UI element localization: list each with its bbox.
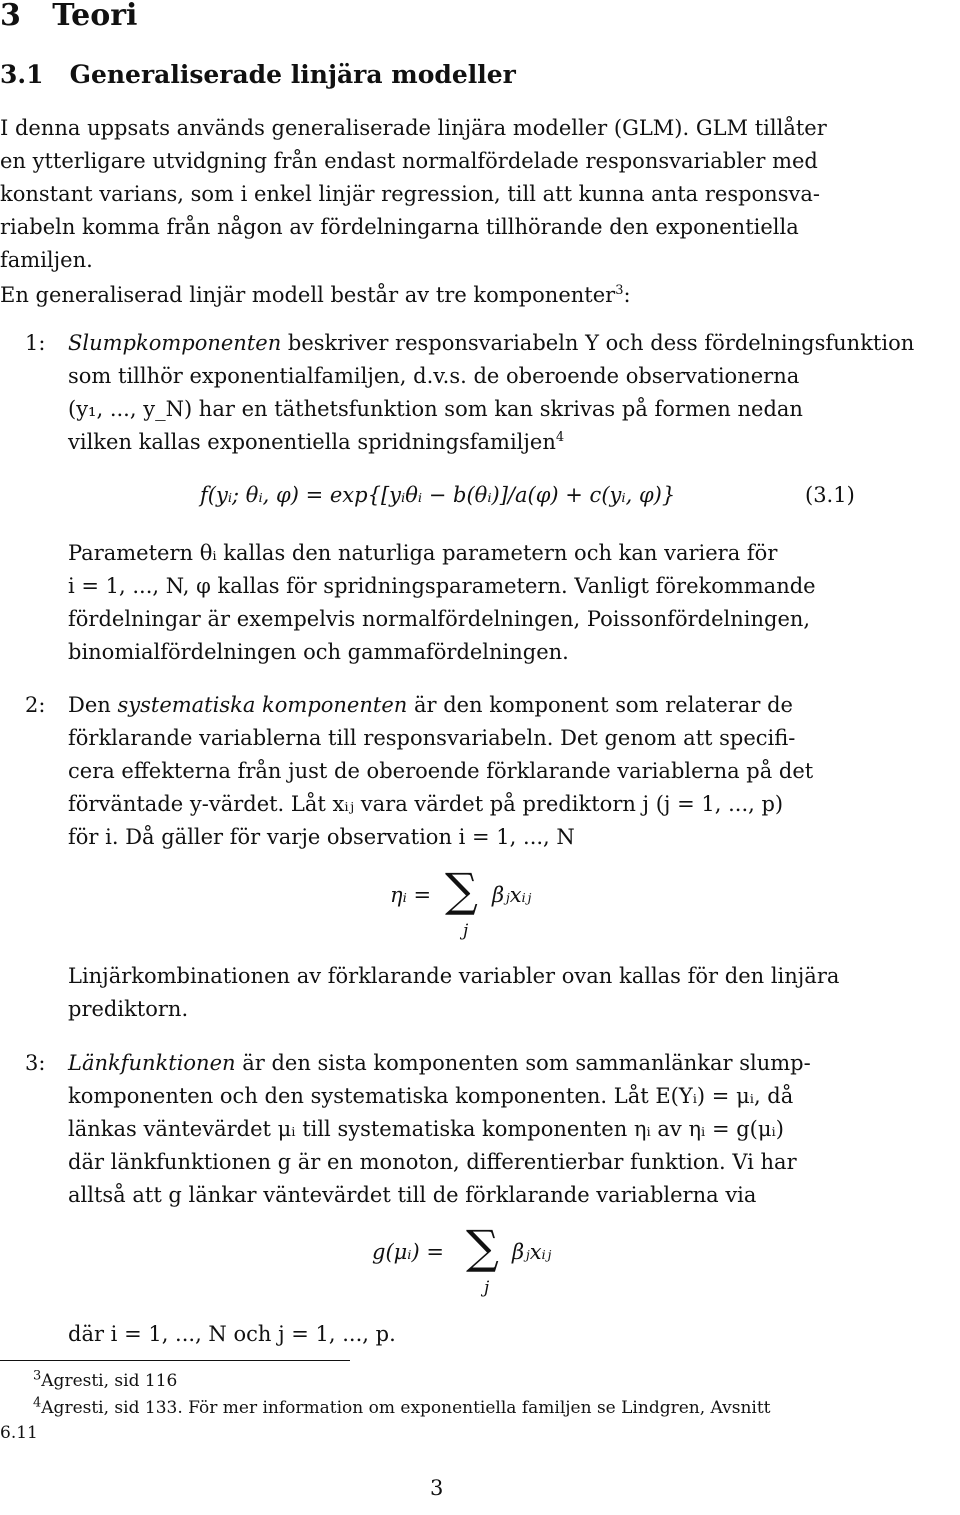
item-number: 1:: [25, 331, 46, 355]
term-lankfunktionen: Länkfunktionen: [68, 1051, 236, 1075]
equation-g-lhs: g(μᵢ) =: [372, 1240, 444, 1264]
subsection-number: 3.1: [0, 60, 44, 89]
item1-after-line: i = 1, ..., N, φ kallas för spridningsparametern. Vanligt förekommande: [68, 574, 816, 598]
intro-line: riabeln komma från någon av fördelningarna tillhörande den exponentiella: [0, 215, 799, 239]
section-title: Teori: [52, 0, 138, 33]
item3-line: [68, 1047, 811, 1080]
equation-g-rhs: βⱼxᵢⱼ: [512, 1240, 552, 1264]
summation-index: j: [484, 1278, 490, 1298]
equation-eta-rhs: βⱼxᵢⱼ: [492, 883, 532, 907]
equation-3-1: f(yᵢ; θᵢ, φ) = exp{[yᵢθᵢ − b(θᵢ)]/a(φ) + c(yᵢ, φ)}: [200, 483, 676, 507]
components-intro-colon: :: [623, 283, 631, 307]
footnote-text: Agresti, sid 133. För mer information om exponentiella familjen se Lindgren, Avsnitt: [41, 1398, 771, 1418]
intro-line: I denna uppsats används generaliserade linjära modeller (GLM). GLM tillåter: [0, 116, 827, 140]
summation-symbol: ∑: [445, 863, 478, 917]
item2-after-line: prediktorn.: [68, 997, 189, 1021]
item1-line1-rest: beskriver responsvariabeln Y och dess fördelningsfunktion: [281, 331, 915, 355]
summation-index: j: [463, 921, 469, 941]
equation-eta-lhs: ηᵢ =: [390, 883, 432, 907]
item2-line: [68, 689, 793, 722]
item1-line: som tillhör exponentialfamiljen, d.v.s. de oberoende observationerna: [68, 364, 800, 388]
item3-line: alltså att g länkar väntevärdet till de förklarande variablerna via: [68, 1183, 757, 1207]
item3-line: där länkfunktionen g är en monoton, differentierbar funktion. Vi har: [68, 1150, 797, 1174]
subsection-title: Generaliserade linjära modeller: [69, 60, 516, 89]
section-number: 3: [0, 0, 21, 33]
item2-line1-pre: Den: [68, 693, 118, 717]
item3-line: komponenten och den systematiska komponenten. Låt E(Yᵢ) = μᵢ, då: [68, 1084, 794, 1108]
item1-after-line: binomialfördelningen och gammafördelningen.: [68, 640, 569, 664]
item2-line1-rest: är den komponent som relaterar de: [407, 693, 793, 717]
components-intro: [0, 279, 631, 312]
item1-line: [68, 426, 564, 459]
item2-after-line: Linjärkombinationen av förklarande variabler ovan kallas för den linjära: [68, 964, 840, 988]
footnote-4-continuation: 6.11: [0, 1423, 38, 1443]
intro-line: familjen.: [0, 248, 93, 272]
item1-line: [68, 327, 914, 360]
footnote-mark: 4: [33, 1395, 42, 1411]
item1-after-line: Parametern θᵢ kallas den naturliga parametern och kan variera för: [68, 541, 778, 565]
item2-line: för i. Då gäller för varje observation i = 1, ..., N: [68, 825, 575, 849]
item1-line: (y₁, ..., y_N) har en täthetsfunktion som kan skrivas på formen nedan: [68, 397, 803, 421]
intro-line: en ytterligare utvidgning från endast normalfördelade responsvariabler med: [0, 149, 818, 173]
item3-line1-rest: är den sista komponenten som sammanlänkar slump-: [235, 1051, 811, 1075]
footnote-rule: [0, 1360, 350, 1361]
item2-line: förklarande variablerna till responsvariabeln. Det genom att specifi-: [68, 726, 796, 750]
footnote-text: Agresti, sid 116: [41, 1371, 178, 1391]
intro-line: konstant varians, som i enkel linjär regression, till att kunna anta responsva-: [0, 182, 820, 206]
term-slumpkomponenten: Slumpkomponenten: [68, 331, 282, 355]
subsection-heading: [0, 60, 516, 89]
item-number: 3:: [25, 1051, 46, 1075]
footnote-ref-4: 4: [555, 430, 565, 445]
footnote-ref-3: 3: [615, 283, 624, 298]
item1-line4-text: vilken kallas exponentiella spridningsfamiljen: [68, 430, 556, 454]
item2-line: cera effekterna från just de oberoende förklarande variablerna på det: [68, 759, 814, 783]
summation-symbol: ∑: [466, 1220, 499, 1274]
item1-after-line: fördelningar är exempelvis normalfördelningen, Poissonfördelningen,: [68, 607, 811, 631]
term-systematiska-komponenten: systematiska komponenten: [117, 693, 408, 717]
item3-closing: där i = 1, ..., N och j = 1, ..., p.: [68, 1322, 396, 1346]
footnote-mark: 3: [33, 1368, 42, 1384]
footnote-4: [33, 1396, 771, 1420]
footnote-3: [33, 1369, 177, 1393]
section-heading: [0, 0, 137, 33]
item3-line: länkas väntevärdet μᵢ till systematiska komponenten ηᵢ av ηᵢ = g(μᵢ): [68, 1117, 784, 1141]
equation-number: (3.1): [805, 483, 855, 507]
item-number: 2:: [25, 693, 46, 717]
page-number: 3: [430, 1476, 444, 1500]
item2-line: förväntade y-värdet. Låt xᵢⱼ vara värdet på prediktorn j (j = 1, ..., p): [68, 792, 784, 816]
components-intro-text: En generaliserad linjär modell består av tre komponenter: [0, 283, 616, 307]
